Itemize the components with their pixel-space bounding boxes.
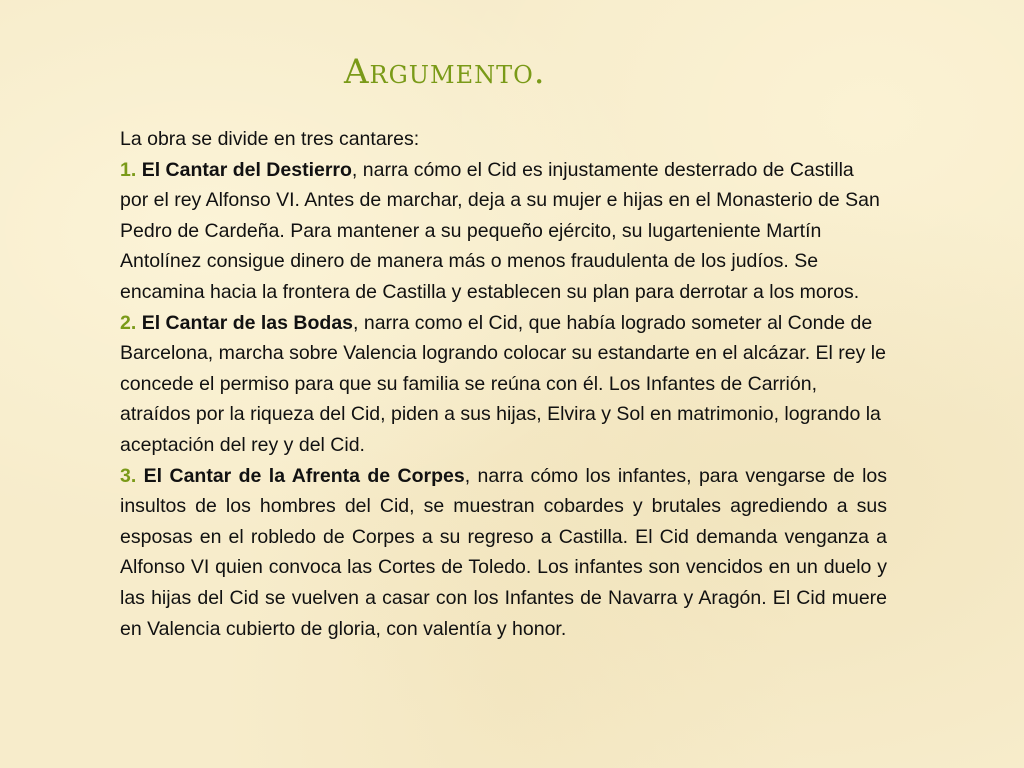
slide-body [120, 124, 887, 644]
cantar-2-text: , narra como el Cid, que había logrado someter al Conde de Barcelona, marcha sobre Valencia logrando colocar su estandarte en el alcázar. El rey le concede el permiso para que su familia se reúna con él. Los Infantes de Carrión, atraídos por la riqueza del Cid, piden a sus hijas, Elvira y Sol en matrimonio, logrando la aceptación del rey y del Cid. [120, 311, 886, 456]
cantar-2-number: 2. [120, 311, 137, 334]
intro-text: La obra se divide en tres cantares: [120, 128, 420, 150]
cantar-2-paragraph [120, 308, 887, 461]
cantar-1-name: El Cantar del Destierro [141, 158, 352, 181]
cantar-1-paragraph [120, 155, 887, 308]
cantar-1-text: , narra cómo el Cid es injustamente desterrado de Castilla por el rey Alfonso VI. Antes de marchar, deja a su mujer e hijas en el Monasterio de San Pedro de Cardeña. Para mantener a su pequeño ejército, su lugarteniente Martín Antolínez consigue dinero de manera más o menos fraudulenta de los judíos. Se encamina hacia la frontera de Castilla y establecen su plan para derrotar a los moros. [120, 158, 880, 303]
cantar-2-name: El Cantar de las Bodas [141, 311, 354, 334]
cantar-3-number: 3. [120, 464, 137, 487]
cantar-3-text: , narra cómo los infantes, para vengarse de los insultos de los hombres del Cid, se muestran cobardes y brutales agrediendo a sus esposas en el robledo de Corpes a su regreso a Castilla. El Cid demanda venganza a Alfonso VI quien convoca las Cortes de Toledo. Los infantes son vencidos en un duelo y las hijas del Cid se vuelven a casar con los Infantes de Navarra y Aragón. El Cid muere en Valencia cubierto de gloria, con valentía y honor. [120, 464, 887, 640]
cantar-3-name: El Cantar de la Afrenta de Corpes [143, 464, 465, 487]
cantar-1-number: 1. [120, 158, 137, 181]
cantar-3-paragraph [120, 461, 887, 645]
slide-title: Argumento. [344, 52, 546, 92]
